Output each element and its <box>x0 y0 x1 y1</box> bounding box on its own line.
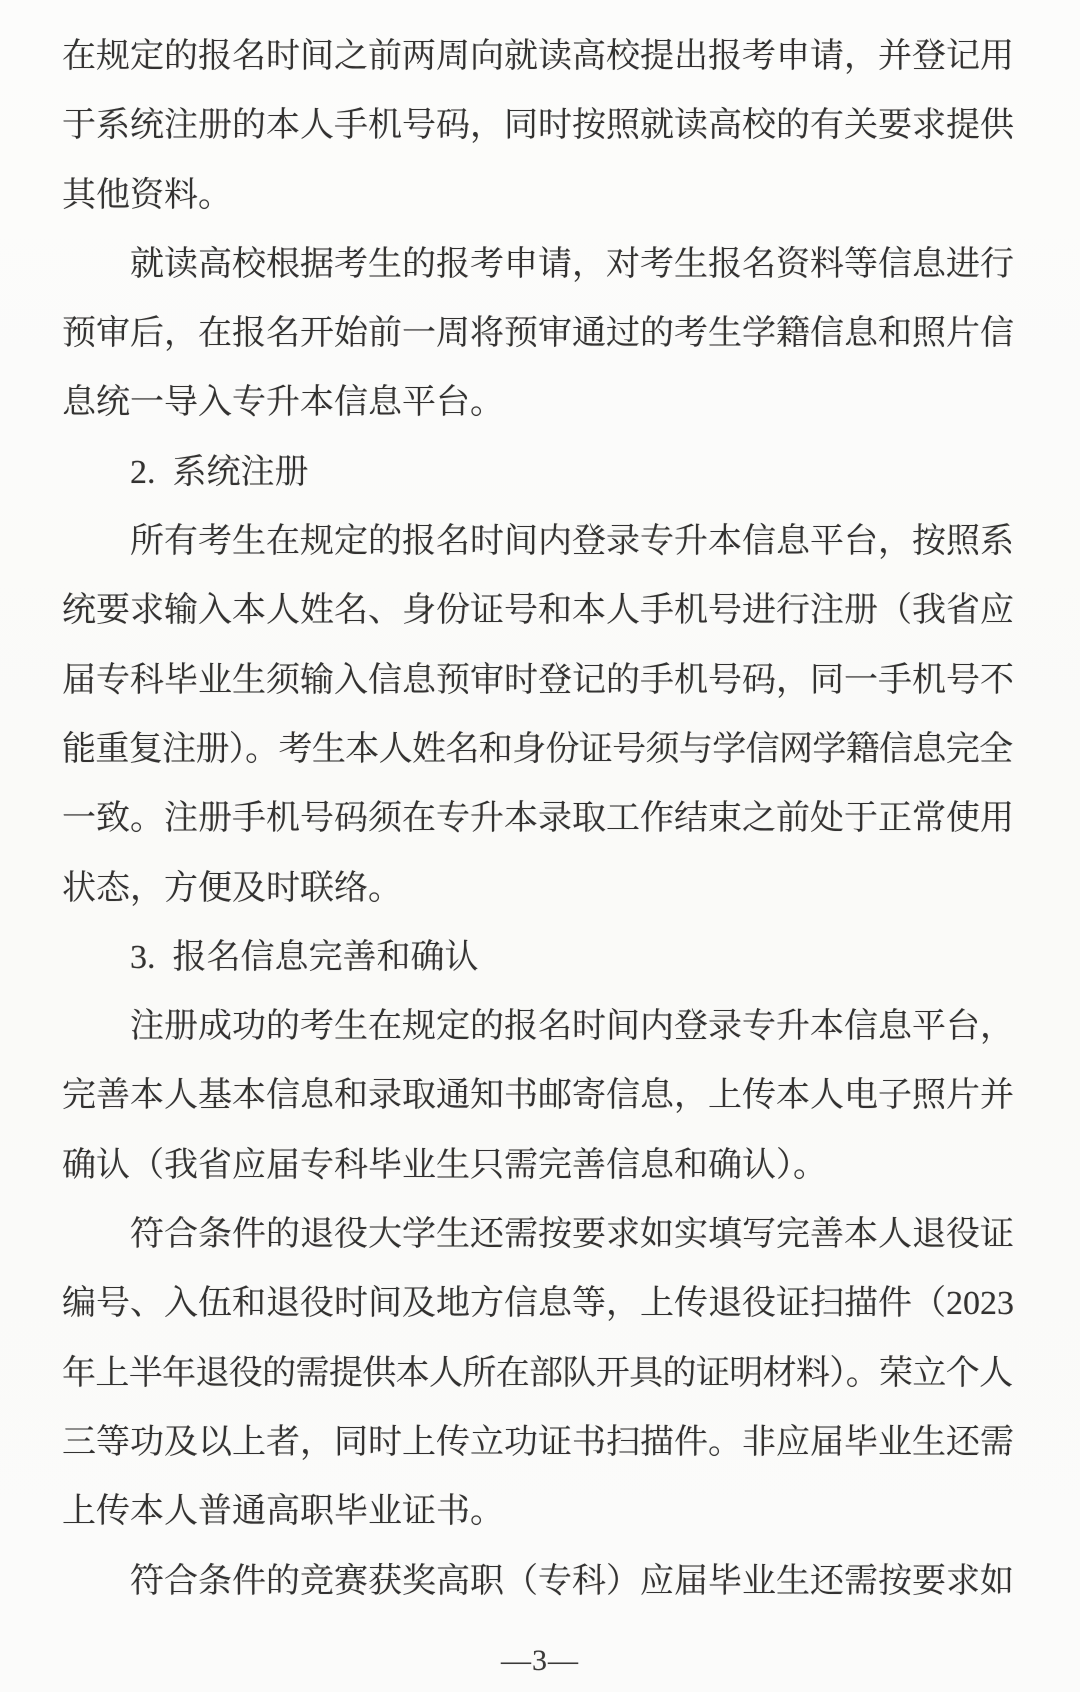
text-line: 于系统注册的本人手机号码，同时按照就读高校的有关要求提供 <box>62 107 1014 145</box>
text-line: 符合条件的退役大学生还需按要求如实填写完善本人退役证 <box>130 1216 1014 1254</box>
page-number: —3— <box>501 1644 579 1677</box>
text-line: 届专科毕业生须输入信息预审时登记的手机号码，同一手机号不 <box>62 661 1014 699</box>
text-line: 确认（我省应届专科毕业生只需完善信息和确认）。 <box>62 1146 827 1184</box>
section-heading: 3. 报名信息完善和确认 <box>130 938 479 976</box>
text-line: 所有考生在规定的报名时间内登录专升本信息平台，按照系 <box>130 523 1014 561</box>
text-line: 状态，方便及时联络。 <box>62 869 402 907</box>
text-line: 统要求输入本人姓名、身份证号和本人手机号进行注册（我省应 <box>62 592 1014 630</box>
text-line: 预审后，在报名开始前一周将预审通过的考生学籍信息和照片信 <box>62 315 1014 353</box>
text-line: 编号、入伍和退役时间及地方信息等，上传退役证扫描件（2023 <box>62 1285 1014 1323</box>
text-line: 年上半年退役的需提供本人所在部队开具的证明材料）。荣立个人 <box>62 1354 1012 1392</box>
text-line: 完善本人基本信息和录取通知书邮寄信息，上传本人电子照片并 <box>62 1077 1014 1115</box>
text-line: 符合条件的竞赛获奖高职（专科）应届毕业生还需按要求如 <box>130 1562 1014 1600</box>
text-line: 在规定的报名时间之前两周向就读高校提出报考申请，并登记用 <box>62 38 1014 75</box>
text-line: 息统一导入专升本信息平台。 <box>62 384 504 422</box>
text-line: 上传本人普通高职毕业证书。 <box>62 1493 504 1531</box>
text-line: 三等功及以上者，同时上传立功证书扫描件。非应届毕业生还需 <box>62 1423 1014 1461</box>
text-line: 一致。注册手机号码须在专升本录取工作结束之前处于正常使用 <box>62 800 1014 838</box>
section-heading: 2. 系统注册 <box>130 453 309 491</box>
text-line: 能重复注册）。考生本人姓名和身份证号须与学信网学籍信息完全 <box>62 730 1012 768</box>
text-line: 就读高校根据考生的报考申请，对考生报名资料等信息进行 <box>130 245 1014 283</box>
document-body <box>62 22 1012 1616</box>
text-line: 其他资料。 <box>62 176 232 214</box>
text-line: 注册成功的考生在规定的报名时间内登录专升本信息平台， <box>130 1008 1014 1046</box>
